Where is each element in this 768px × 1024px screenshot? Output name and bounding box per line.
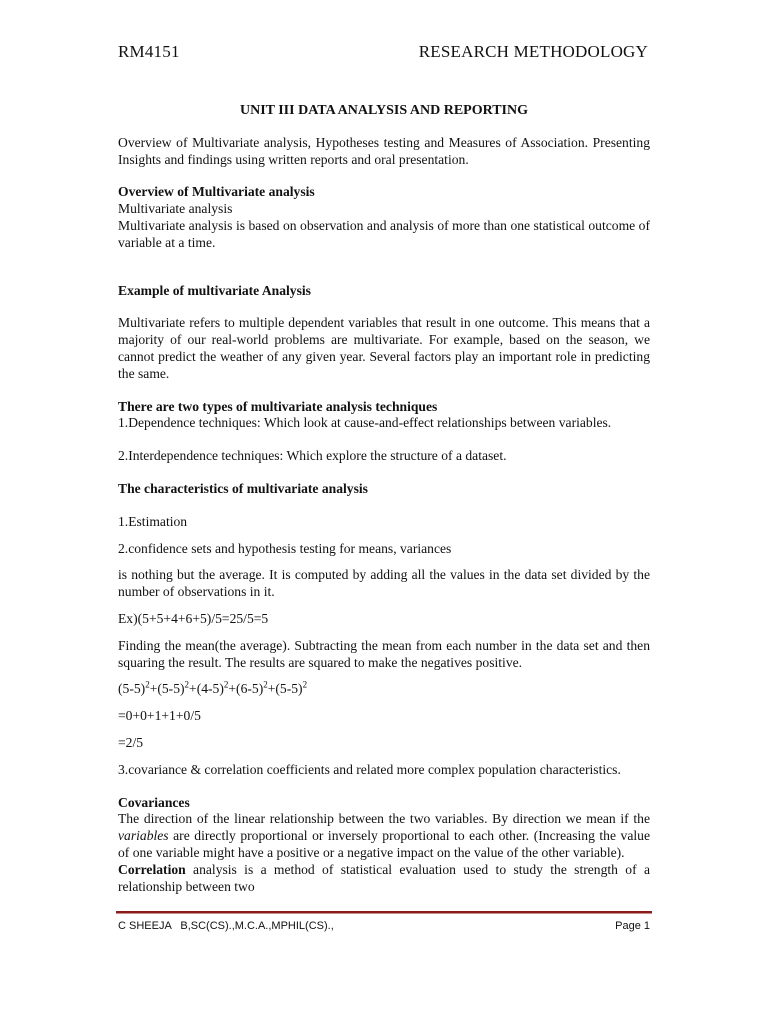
variance-step-2: =2/5 <box>118 734 144 750</box>
correlation-body: analysis is a method of statistical evaluation used to study the strength of a relationship between two <box>118 861 650 894</box>
characteristics-item-1: 1.Estimation <box>118 513 188 529</box>
characteristics-item-3: 3.covariance & correlation coefficients and related more complex population characteristics. <box>118 761 621 777</box>
formula-term-2: +(5-5) <box>149 681 185 697</box>
characteristics-heading: The characteristics of multivariate analysis <box>118 480 368 496</box>
overview-heading: Overview of Multivariate analysis <box>118 184 315 200</box>
formula-exponent: 2 <box>263 679 268 690</box>
formula-term-3: +(4-5) <box>189 681 224 697</box>
covariances-text-italic: variables <box>118 828 169 844</box>
mean-text: is nothing but the average. It is computed by adding all the values in the data set divided by the number of observations in it. <box>118 567 650 600</box>
covariances-heading: Covariances <box>118 794 190 810</box>
unit-title: UNIT III DATA ANALYSIS AND REPORTING <box>239 103 528 118</box>
overview-text: Multivariate analysis is based on observation and analysis of more than one statistical outcome of variable at a time. <box>118 217 650 250</box>
mean-example: Ex)(5+5+4+6+5)/5=25/5=5 <box>118 610 269 626</box>
formula-exponent: 2 <box>302 679 308 690</box>
correlation-text <box>118 862 650 896</box>
variance-formula <box>118 681 650 698</box>
formula-exponent: 2 <box>184 679 190 690</box>
course-code: RM4151 <box>118 42 180 61</box>
footer-divider <box>116 911 652 914</box>
correlation-term: Correlation <box>118 861 186 877</box>
types-item-1: 1.Dependence techniques: Which look at cause-and-effect relationships between variables. <box>118 415 612 431</box>
formula-exponent: 2 <box>223 679 229 690</box>
types-item-2: 2.Interdependence techniques: Which explore the structure of a dataset. <box>118 448 507 464</box>
types-heading: There are two types of multivariate analysis techniques <box>118 398 438 414</box>
covariances-text-b: are directly proportional or inversely proportional to each other. (Increasing the value of one variable might have a positive or a negative impact on the value of the other variable). <box>118 828 650 860</box>
example-text: Multivariate refers to multiple dependent variables that result in one outcome. This means that a majority of our real-world problems are multivariate. For example, based on the season, we cannot predict the weather of any given year. Several factors play an important role in predicting the same. <box>118 315 650 381</box>
variance-text: Finding the mean(the average). Subtracting the mean from each number in the data set and then squaring the result. The results are squared to make the negatives positive. <box>118 637 650 670</box>
document-body <box>118 103 650 895</box>
example-heading: Example of multivariate Analysis <box>118 282 311 298</box>
page-footer <box>118 920 650 932</box>
covariances-text <box>118 811 650 861</box>
course-subject: RESEARCH METHODOLOGY <box>418 42 648 61</box>
formula-exponent: 2 <box>145 679 150 690</box>
intro-paragraph: Overview of Multivariate analysis, Hypotheses testing and Measures of Association. Presenting Insights and findings using written reports and oral presentation. <box>118 134 650 167</box>
footer-author: C SHEEJA B,SC(CS).,M.C.A.,MPHIL(CS)., <box>118 920 334 932</box>
covariances-text-a: The direction of the linear relationship between the two variables. By direction we mean if the <box>118 811 650 827</box>
page-number: Page 1 <box>615 920 650 932</box>
formula-term-4: +(6-5) <box>228 681 264 697</box>
page-header <box>118 42 648 62</box>
characteristics-item-2: 2.confidence sets and hypothesis testing for means, variances <box>118 540 452 556</box>
overview-subheading: Multivariate analysis <box>118 201 233 217</box>
variance-step-1: =0+0+1+1+0/5 <box>118 708 201 724</box>
formula-term-1: (5-5) <box>118 681 146 697</box>
formula-term-5: +(5-5) <box>267 681 303 697</box>
